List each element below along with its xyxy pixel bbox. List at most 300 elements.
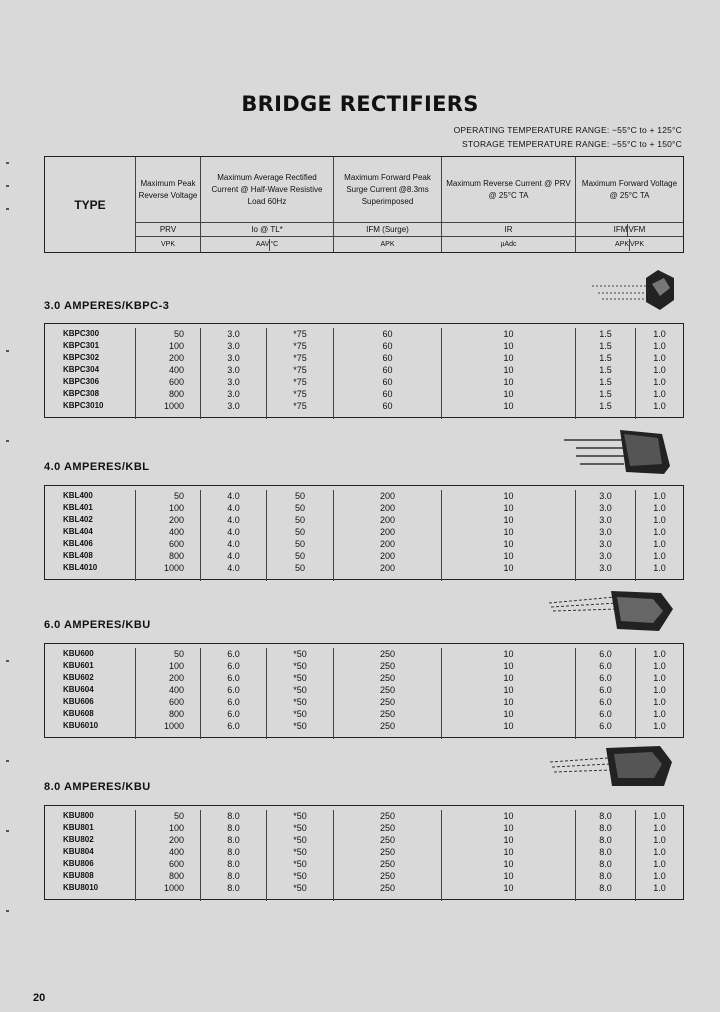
table-cell: *50 [267,684,334,696]
table-cell: 10 [442,834,576,846]
table-cell: 8.0 [576,810,636,822]
table-cell: 8.0 [576,846,636,858]
table-row [45,538,683,550]
table-cell: 250 [334,648,442,660]
vf-header: Maximum Forward Voltage @ 25°C TA [576,157,683,223]
table-cell: 6.0 [576,660,636,672]
table-cell: 10 [442,810,576,822]
part-number: KBL400 [45,490,136,502]
table-cell: 6.0 [201,672,267,684]
margin-mark [6,440,9,442]
table-cell: 1.5 [576,340,636,352]
margin-mark [6,830,9,832]
table-cell: *75 [267,388,334,400]
table-row [45,834,683,846]
section-title: 8.0 AMPERES/KBU [44,781,151,793]
table-cell: 400 [136,526,201,538]
table-cell: 50 [136,648,201,660]
data-table [44,323,684,418]
table-cell: 10 [442,376,576,388]
table-row [45,400,683,412]
kbu600-package-icon [545,585,680,635]
table-row [45,562,683,574]
table-cell: 400 [136,684,201,696]
part-number: KBPC3010 [45,400,136,412]
table-cell: 1000 [136,400,201,412]
table-cell: 1.0 [653,527,666,537]
sym-prv: PRV [136,223,201,237]
table-cell: 3.0 [576,538,636,550]
table-cell: *75 [267,340,334,352]
part-number: KBPC306 [45,376,136,388]
table-cell: 60 [334,376,442,388]
table-row [45,352,683,364]
part-number: KBU808 [45,870,136,882]
table-cell: 50 [267,502,334,514]
table-cell: 200 [136,352,201,364]
table-cell: 1.0 [653,515,666,525]
part-number: KBL4010 [45,562,136,574]
unit-apk: APK [334,237,442,252]
part-number: KBPC308 [45,388,136,400]
table-cell: 1.0 [653,721,666,731]
data-table [44,643,684,738]
table-cell: 10 [442,660,576,672]
table-cell: 600 [136,538,201,550]
table-cell: 3.0 [576,550,636,562]
table-cell: 50 [267,538,334,550]
table-cell: 4.0 [201,514,267,526]
table-cell: 1.0 [653,685,666,695]
table-cell: *50 [267,858,334,870]
operating-temp: OPERATING TEMPERATURE RANGE: −55°C to + 125°C [453,125,682,135]
table-cell: 1000 [136,882,201,894]
table-cell: 3.0 [201,364,267,376]
table-cell: 60 [334,352,442,364]
table-cell: 1.0 [653,491,666,501]
part-number: KBU602 [45,672,136,684]
table-cell: 8.0 [576,882,636,894]
table-cell: 8.0 [201,834,267,846]
table-row [45,502,683,514]
table-cell: 1.0 [653,503,666,513]
table-cell: 600 [136,696,201,708]
table-cell: 1.0 [653,835,666,845]
table-cell: 10 [442,882,576,894]
table-cell: 250 [334,660,442,672]
table-cell: *75 [267,376,334,388]
part-number: KBU806 [45,858,136,870]
table-cell: 800 [136,388,201,400]
margin-mark [6,185,9,187]
part-number: KBL404 [45,526,136,538]
part-number: KBU801 [45,822,136,834]
table-cell: 3.0 [576,526,636,538]
table-cell: 200 [334,490,442,502]
table-cell: 1.0 [653,401,666,411]
part-number: KBU802 [45,834,136,846]
table-cell: 1.0 [653,673,666,683]
table-cell: 10 [442,648,576,660]
table-cell: 6.0 [576,708,636,720]
table-cell: 600 [136,858,201,870]
table-cell: 400 [136,364,201,376]
table-cell: 10 [442,720,576,732]
table-cell: 50 [267,526,334,538]
data-table [44,485,684,580]
table-cell: 250 [334,810,442,822]
table-cell: 50 [136,328,201,340]
table-cell: *50 [267,708,334,720]
margin-mark [6,350,9,352]
part-number: KBU606 [45,696,136,708]
table-cell: 1.5 [576,364,636,376]
table-cell: 250 [334,834,442,846]
table-cell: 8.0 [576,822,636,834]
surge-header: Maximum Forward Peak Surge Current @8.3ms Superimposed [334,157,442,223]
table-cell: 100 [136,502,201,514]
table-cell: 6.0 [576,684,636,696]
margin-mark [6,910,9,912]
table-cell: 6.0 [576,720,636,732]
table-row [45,720,683,732]
table-row [45,870,683,882]
table-row [45,328,683,340]
table-cell: 200 [334,502,442,514]
table-cell: 8.0 [201,846,267,858]
table-cell: *50 [267,720,334,732]
margin-mark [6,208,9,210]
table-cell: 1.5 [576,352,636,364]
table-row [45,708,683,720]
section-title: 6.0 AMPERES/KBU [44,619,151,631]
table-cell: 10 [442,514,576,526]
table-cell: 6.0 [201,684,267,696]
table-cell: 10 [442,400,576,412]
table-cell: 8.0 [201,882,267,894]
part-number: KBL401 [45,502,136,514]
ir-header: Maximum Reverse Current @ PRV @ 25°C TA [442,157,576,223]
table-cell: 250 [334,846,442,858]
table-cell: 4.0 [201,526,267,538]
table-cell: 600 [136,376,201,388]
table-row [45,490,683,502]
table-cell: 10 [442,550,576,562]
part-number: KBPC300 [45,328,136,340]
table-cell: 250 [334,858,442,870]
table-cell: 1.0 [653,365,666,375]
table-cell: 250 [334,684,442,696]
table-cell: *50 [267,846,334,858]
table-cell: *50 [267,672,334,684]
table-cell: 50 [136,810,201,822]
table-cell: 200 [334,514,442,526]
unit-vpk: VPK [136,237,201,252]
table-row [45,846,683,858]
table-cell: 10 [442,870,576,882]
table-cell: 3.0 [201,328,267,340]
table-cell: 250 [334,870,442,882]
table-cell: 3.0 [201,400,267,412]
table-cell: 10 [442,858,576,870]
table-cell: 8.0 [201,870,267,882]
page-number: 20 [33,992,46,1004]
part-number: KBL406 [45,538,136,550]
kbu800-package-icon [548,742,680,792]
sym-io: Io @ TL* [201,223,334,237]
table-cell: 6.0 [201,696,267,708]
table-cell: 400 [136,846,201,858]
io-header: Maximum Average Rectified Current @ Half-Wave Resistive Load 60Hz [201,157,334,223]
table-row [45,882,683,894]
table-cell: 3.0 [201,352,267,364]
table-row [45,526,683,538]
table-cell: 8.0 [576,834,636,846]
unit-io-group [201,237,334,252]
part-number: KBU8010 [45,882,136,894]
page-title: BRIDGE RECTIFIERS [241,92,479,116]
part-number: KBU804 [45,846,136,858]
part-number: KBPC304 [45,364,136,376]
table-cell: 1.5 [576,400,636,412]
table-cell: 1.0 [653,649,666,659]
part-number: KBL408 [45,550,136,562]
table-cell: 60 [334,388,442,400]
part-number: KBU604 [45,684,136,696]
table-cell: 10 [442,708,576,720]
table-cell: 6.0 [576,648,636,660]
part-number: KBU800 [45,810,136,822]
kbl-package-icon [560,426,675,478]
table-row [45,660,683,672]
table-cell: 250 [334,822,442,834]
sym-vf-group [576,223,683,237]
table-cell: *50 [267,822,334,834]
table-cell: 200 [334,526,442,538]
table-row [45,648,683,660]
table-cell: 10 [442,352,576,364]
sym-ifm2: IFM [613,224,628,234]
table-cell: 6.0 [201,648,267,660]
kbpc-package-icon [590,266,680,316]
table-cell: *50 [267,660,334,672]
table-cell: 60 [334,400,442,412]
table-cell: 200 [334,550,442,562]
table-cell: 1.0 [653,709,666,719]
table-cell: 3.0 [201,340,267,352]
type-header: TYPE [45,157,136,252]
table-cell: 10 [442,684,576,696]
table-cell: 1.0 [653,871,666,881]
table-cell: 1.0 [653,859,666,869]
table-cell: 6.0 [201,708,267,720]
table-cell: 3.0 [576,490,636,502]
table-cell: 10 [442,502,576,514]
unit-uadc: µAdc [442,237,576,252]
table-cell: 200 [334,538,442,550]
table-cell: 3.0 [576,514,636,526]
table-cell: 1.0 [653,539,666,549]
table-row [45,550,683,562]
table-cell: 100 [136,822,201,834]
table-row [45,364,683,376]
table-cell: 250 [334,720,442,732]
table-cell: *50 [267,810,334,822]
table-row [45,696,683,708]
section-title: 4.0 AMPERES/KBL [44,461,150,473]
table-row [45,376,683,388]
table-cell: 8.0 [201,822,267,834]
table-cell: 1.0 [653,377,666,387]
table-cell: 4.0 [201,550,267,562]
unit-aav: AAV [256,239,271,251]
table-row [45,822,683,834]
table-cell: 4.0 [201,502,267,514]
table-cell: 1000 [136,720,201,732]
table-cell: *50 [267,882,334,894]
table-cell: 50 [136,490,201,502]
table-cell: 4.0 [201,538,267,550]
table-row [45,810,683,822]
table-cell: 1.0 [653,329,666,339]
table-cell: 10 [442,328,576,340]
table-cell: *75 [267,352,334,364]
table-cell: 1.5 [576,376,636,388]
unit-vf-group [576,237,683,252]
table-cell: *75 [267,364,334,376]
margin-mark [6,760,9,762]
part-number: KBU600 [45,648,136,660]
table-cell: 250 [334,696,442,708]
table-cell: 100 [136,660,201,672]
table-cell: 200 [136,672,201,684]
table-cell: 250 [334,672,442,684]
part-number: KBU6010 [45,720,136,732]
table-cell: 6.0 [201,720,267,732]
table-cell: 3.0 [576,562,636,574]
table-cell: 1.0 [653,563,666,573]
table-cell: 1.0 [653,697,666,707]
table-row [45,684,683,696]
table-cell: *50 [267,834,334,846]
section-title: 3.0 AMPERES/KBPC-3 [44,300,170,312]
unit-c: °C [270,240,279,248]
table-cell: 6.0 [201,660,267,672]
table-cell: 8.0 [201,810,267,822]
table-cell: 50 [267,490,334,502]
table-cell: *75 [267,328,334,340]
table-cell: 800 [136,870,201,882]
sym-ir: IR [442,223,576,237]
table-cell: *75 [267,400,334,412]
sym-vfm: VFM [628,224,646,234]
margin-mark [6,162,9,164]
table-cell: 10 [442,562,576,574]
margin-mark [6,660,9,662]
table-cell: 10 [442,388,576,400]
table-cell: 100 [136,340,201,352]
table-cell: 1.0 [653,823,666,833]
table-cell: 8.0 [201,858,267,870]
sym-ifm: IFM (Surge) [334,223,442,237]
unit-vpk2: VPK [630,240,645,248]
table-cell: 50 [267,550,334,562]
table-cell: 200 [136,834,201,846]
unit-apk2: APK [615,239,630,251]
table-cell: 1.0 [653,389,666,399]
data-table [44,805,684,900]
storage-temp: STORAGE TEMPERATURE RANGE: −55°C to + 150°C [462,139,682,149]
table-cell: 800 [136,550,201,562]
table-cell: 3.0 [576,502,636,514]
table-cell: 60 [334,328,442,340]
table-cell: 8.0 [576,858,636,870]
table-cell: 200 [334,562,442,574]
table-cell: 10 [442,526,576,538]
part-number: KBPC302 [45,352,136,364]
table-cell: *50 [267,870,334,882]
table-cell: 1.0 [653,353,666,363]
table-cell: 50 [267,514,334,526]
table-cell: 200 [136,514,201,526]
table-cell: 4.0 [201,562,267,574]
table-cell: 1.5 [576,388,636,400]
table-cell: 60 [334,364,442,376]
table-cell: 4.0 [201,490,267,502]
part-number: KBPC301 [45,340,136,352]
table-cell: 3.0 [201,376,267,388]
table-cell: 1.0 [653,341,666,351]
table-cell: 10 [442,672,576,684]
table-row [45,340,683,352]
table-cell: 60 [334,340,442,352]
table-row [45,514,683,526]
table-cell: 10 [442,364,576,376]
table-cell: 10 [442,538,576,550]
table-row [45,858,683,870]
table-cell: 10 [442,822,576,834]
part-number: KBU608 [45,708,136,720]
table-cell: *50 [267,648,334,660]
table-cell: 1.0 [653,811,666,821]
table-cell: 1.5 [576,328,636,340]
table-row [45,672,683,684]
table-cell: 1.0 [653,883,666,893]
table-cell: 6.0 [576,696,636,708]
table-cell: 250 [334,882,442,894]
table-cell: 10 [442,340,576,352]
part-number: KBU601 [45,660,136,672]
table-cell: 50 [267,562,334,574]
table-cell: 1.0 [653,847,666,857]
table-cell: 800 [136,708,201,720]
table-cell: 3.0 [201,388,267,400]
table-cell: 6.0 [576,672,636,684]
table-cell: *50 [267,696,334,708]
table-cell: 250 [334,708,442,720]
table-cell: 10 [442,696,576,708]
part-number: KBL402 [45,514,136,526]
table-cell: 1.0 [653,551,666,561]
table-row [45,388,683,400]
table-cell: 10 [442,846,576,858]
table-cell: 1.0 [653,661,666,671]
header-table [44,156,684,253]
table-cell: 1000 [136,562,201,574]
table-cell: 10 [442,490,576,502]
table-cell: 8.0 [576,870,636,882]
prv-header: Maximum Peak Reverse Voltage [136,157,201,223]
